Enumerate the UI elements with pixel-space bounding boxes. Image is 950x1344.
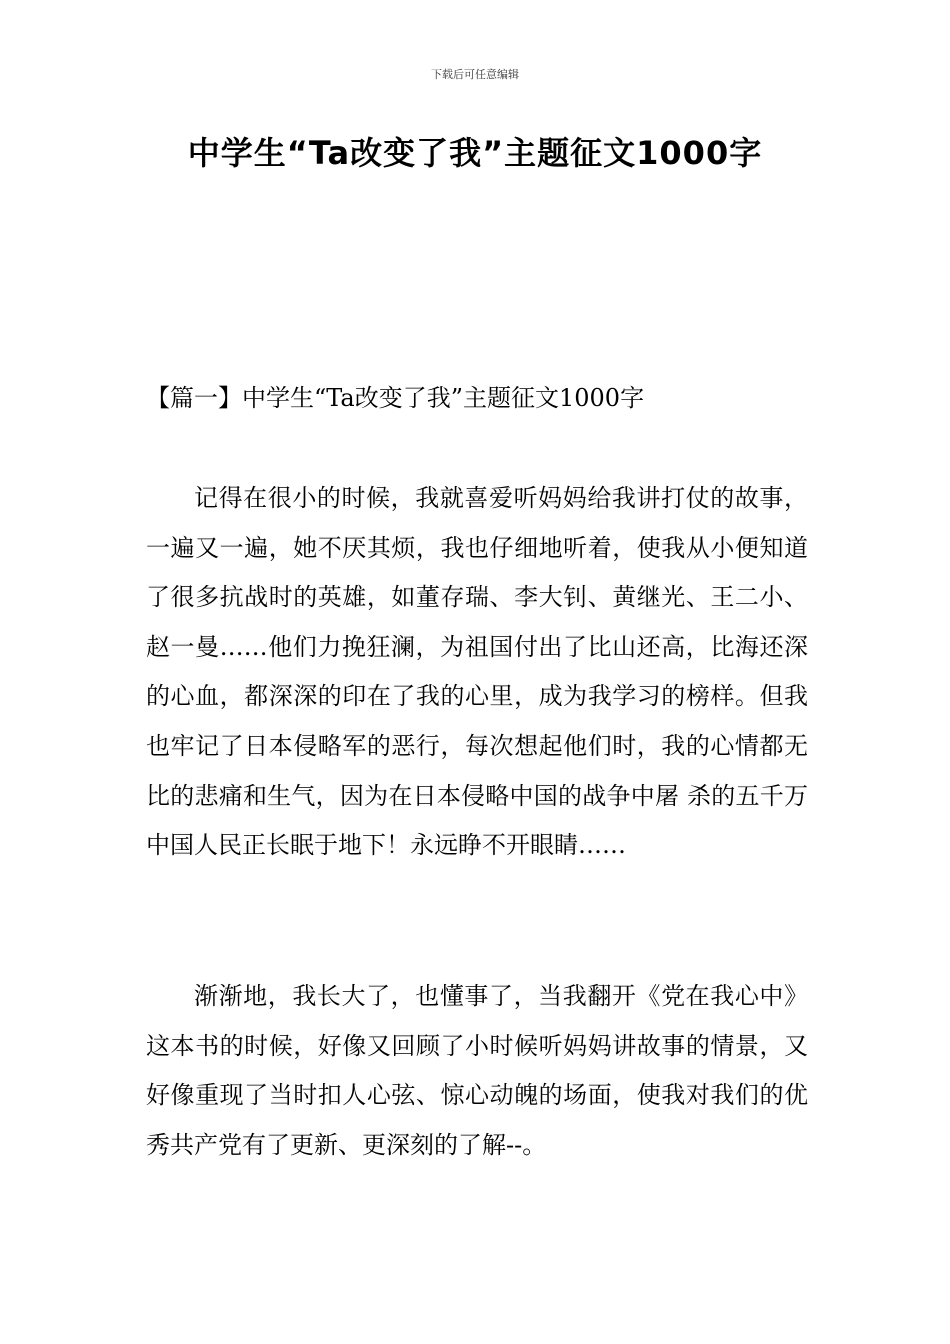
section-heading: 【篇一】中学生“Ta改变了我”主题征文1000字 bbox=[146, 384, 645, 412]
body-paragraph: 记得在很小的时候，我就喜爱听妈妈给我讲打仗的故事，一遍又一遍，她不厌其烦，我也仔细地听着，使我从小便知道了很多抗战时的英雄，如董存瑞、李大钊、黄继光、王二小、赵一曼……他们力挽狂澜，为祖国付出了比山还高，比海还深的心血，都深深的印在了我的心里，成为我学习的榜样。但我也牢记了日本侵略军的恶行，每次想起他们时，我的心情都无比的悲痛和生气，因为在日本侵略中国的战争中屠 杀的五千万中国人民正长眠于地下！永远睁不开眼睛…… bbox=[146, 484, 808, 860]
header-note: 下载后可任意编辑 bbox=[431, 68, 519, 81]
body-paragraph: 渐渐地，我长大了，也懂事了，当我翻开《党在我心中》这本书的时候，好像又回顾了小时候听妈妈讲故事的情景，又好像重现了当时扣人心弦、惊心动魄的场面，使我对我们的优秀共产党有了更新、更深刻的了解--。 bbox=[146, 982, 808, 1159]
document-title: 中学生“Ta改变了我”主题征文1000字 bbox=[187, 134, 763, 172]
